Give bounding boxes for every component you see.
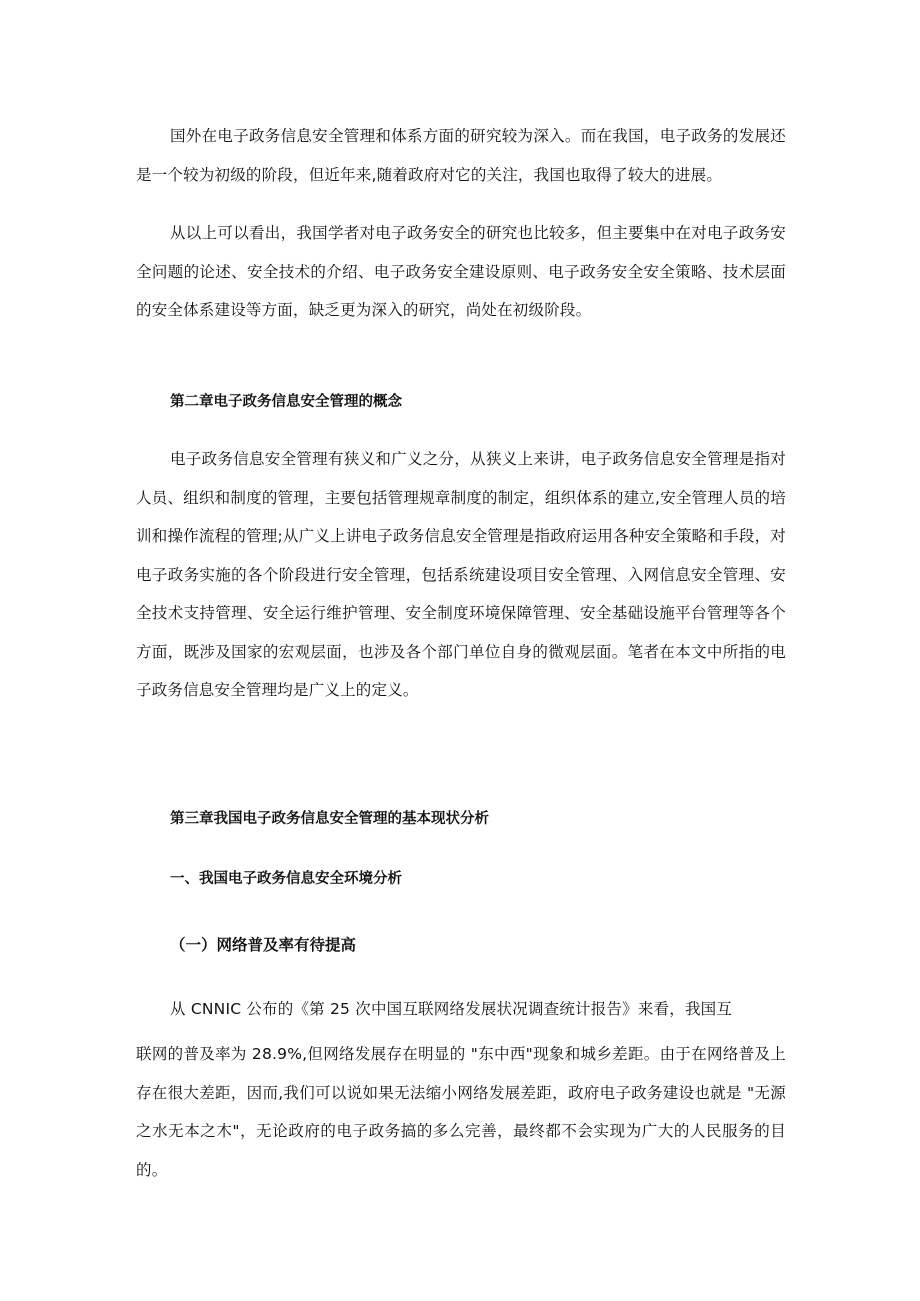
section-1-title: 一、我国电子政务信息安全环境分析 [170,871,402,887]
chapter-2-title: 第二章电子政务信息安全管理的概念 [170,394,402,410]
paragraph-intro-overseas-research: 国外在电子政务信息安全管理和体系方面的研究较为深入。而在我国，电子政务的发展还是一个较为初级的阶段，但近年来,随着政府对它的关注，我国也取得了较大的进展。 [136,127,786,184]
chapter-3-title: 第三章我国电子政务信息安全管理的基本现状分析 [170,811,489,827]
paragraph-intro-domestic-research: 从以上可以看出，我国学者对电子政务安全的研究也比较多，但主要集中在对电子政务安全问题的论述、安全技术的介绍、电子政务安全建设原则、电子政务安全安全策略、技术层面的安全体系建设等方面，缺乏更为深入的研究，尚处在初级阶段。 [136,224,786,319]
paragraph-cnnic-first-line: 从 CNNIC 公布的《第 25 次中国互联网络发展状况调查统计报告》来看，我国互 [170,1000,733,1018]
subsection-1-title: （一）网络普及率有待提高 [170,936,357,954]
paragraph-chapter-2-concept: 电子政务信息安全管理有狭义和广义之分，从狭义上来讲，电子政务信息安全管理是指对人员、组织和制度的管理，主要包括管理规章制度的制定，组织体系的建立,安全管理人员的培训和操作流程的管理;从广义上讲电子政务信息安全管理是指政府运用各种安全策略和手段，对电子政务实施的各个阶段进行安全管理，包括系统建设项目安全管理、入网信息安全管理、安全技术支持管理、安全运行维护管理、安全制度环境保障管理、安全基础设施平台管理等各个方面，既涉及国家的宏观层面，也涉及各个部门单位自身的微观层面。笔者在本文中所指的电子政务信息安全管理均是广义上的定义。 [136,450,786,699]
paragraph-cnnic-continued: 联网的普及率为 28.9%,但网络发展存在明显的 "东中西"现象和城乡差距。由于在网络普及上存在很大差距，因而,我们可以说如果无法缩小网络发展差距，政府电子政务建设也就是 "无源之水无本之木"，无论政府的电子政务搞的多么完善，最终都不会实现为广大的人民服务的目的。 [136,1045,786,1179]
